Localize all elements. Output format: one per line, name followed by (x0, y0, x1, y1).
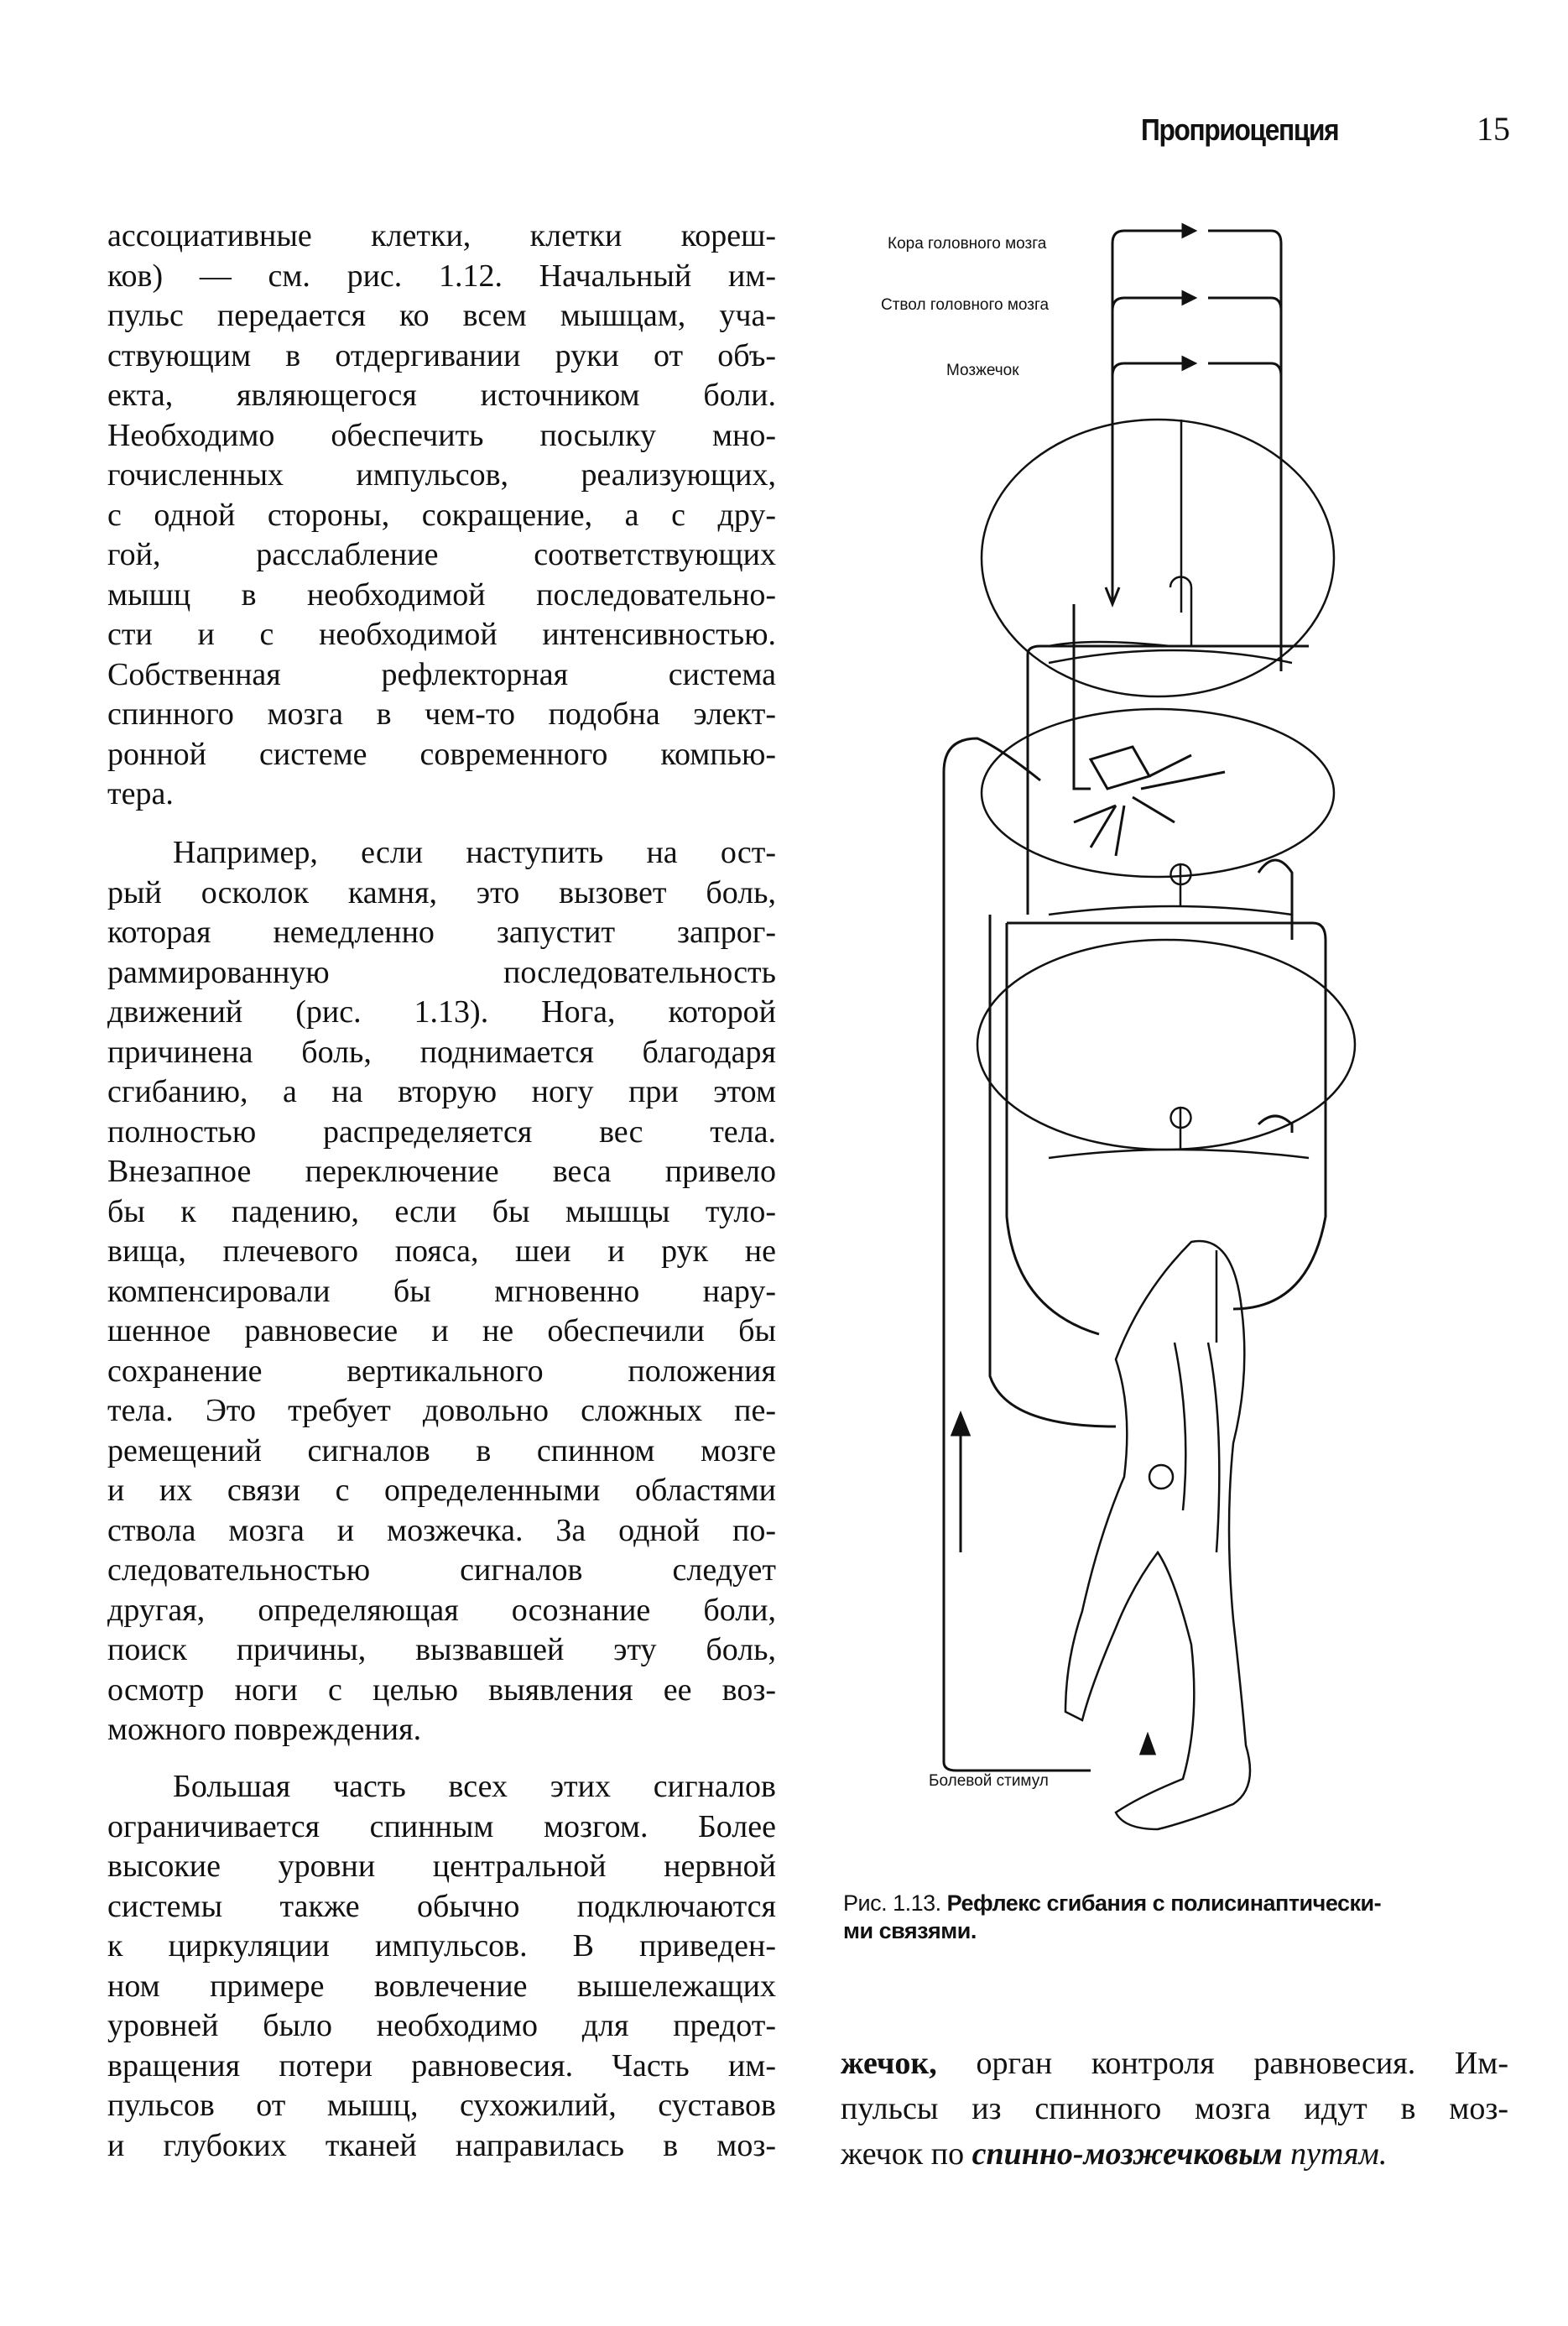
spinal-cord-sections (977, 420, 1355, 1158)
text-line: гочисленных импульсов, реализующих, (107, 457, 776, 493)
text-line: ном примере вовлечение вышележащих (107, 1968, 776, 2004)
text-line: движений (рис. 1.13). Нога, которой (107, 994, 776, 1030)
text-line: Необходимо обеспечить посылку мно- (107, 417, 776, 453)
text-line: полностью распределяется вес тела. (107, 1113, 776, 1150)
text-line: пульсов от мышц, сухожилий, суставов (107, 2088, 776, 2123)
text-line: с одной стороны, сокращение, а с дру- (107, 497, 776, 533)
text-run: орган контроля равновесия. Им- (936, 2046, 1508, 2081)
text-line: сти и с необходимой интенсивностью. (107, 617, 776, 652)
text-line: поиск причины, вызвавшей эту боль, (107, 1632, 776, 1667)
text-line: шенное равновесие и не обеспечили бы (107, 1313, 776, 1348)
text-line: высокие уровни центральной нервной (107, 1849, 776, 1884)
text-line: которая немедленно запустит запрог- (107, 915, 776, 950)
text-line: ремещений сигналов в спинном мозге (107, 1432, 776, 1468)
text-line: рый осколок камня, это вызовет боль, (107, 874, 776, 910)
text-line: ассоциативные клетки, клетки кореш- (107, 218, 776, 253)
text-line: системы также обычно подключаются (107, 1888, 776, 1924)
text-line: тела. Это требует довольно сложных пе- (107, 1393, 776, 1428)
caption-line-1: Рефлекс сгибания с полисинаптически- (946, 1891, 1382, 1916)
text-line: Собственная рефлекторная система (107, 656, 776, 692)
text-line: компенсировали бы мгновенно нару- (107, 1273, 776, 1309)
term-spinocerebellar: спинно-мозжечковым (972, 2136, 1283, 2172)
text-line: ограничивается спинным мозгом. Более (107, 1808, 776, 1844)
text-line: пульс передается ко всем мышцам, уча- (107, 298, 776, 333)
text-line: мышц в необходимой последовательно- (107, 576, 776, 613)
text-line: раммированную последовательность (107, 954, 776, 990)
running-header-title: Проприоцепция (1141, 112, 1339, 147)
text-line: ствола мозга и мозжечка. За одной по- (107, 1512, 776, 1548)
label-brainstem: Ствол головного мозга (881, 296, 1050, 314)
text-run: жечок по (841, 2136, 972, 2172)
label-pain-stimulus: Болевой стимул (929, 1772, 1049, 1790)
text-line: и их связи с определенными областями (107, 1473, 776, 1508)
human-figure (1065, 1241, 1250, 1829)
text-line: и глубоких тканей направилась в моз- (107, 2127, 776, 2163)
text-line: Внезапное переключение веса привело (107, 1154, 776, 1189)
text-run: путям. (1282, 2136, 1388, 2172)
text-line: к циркуляции импульсов. В приведен- (107, 1928, 776, 1964)
figure-caption (843, 1890, 1381, 1945)
text-line: вища, плечевого пояса, шеи и рук не (107, 1233, 776, 1269)
text-line: гой, расслабление соответствующих (107, 537, 776, 572)
text-line: бы к падению, если бы мышцы туло- (107, 1193, 776, 1229)
text-line: следовательностью сигналов следует (107, 1552, 776, 1588)
caption-line-2: ми связями. (843, 1918, 977, 1943)
descending-pathways (1112, 225, 1281, 671)
text-line: можного повреждения. (107, 1712, 422, 1747)
text-line: сохранение вертикального положения (107, 1353, 776, 1389)
text-line: уровней было необходимо для предот- (107, 2008, 776, 2043)
text-line: ронной системе современного компью- (107, 736, 776, 772)
text-line: осмотр ноги с целью выявления ее воз- (107, 1671, 776, 1708)
caption-prefix: Рис. 1.13. (843, 1891, 941, 1916)
text-line: спинного мозга в чем-то подобна элект- (107, 696, 776, 732)
label-cortex: Кора головного мозга (888, 235, 1047, 253)
text-line: Например, если наступить на ост- (173, 835, 776, 870)
text-line: пульсы из спинного мозга идут в моз- (841, 2091, 1508, 2126)
text-line: сгибанию, а на вторую ногу при этом (107, 1074, 776, 1109)
page-number: 15 (1477, 110, 1510, 148)
text-line: тера. (107, 776, 174, 811)
text-line: вращения потери равновесия. Часть им- (107, 2047, 776, 2083)
text-line: екта, являющегося источником боли. (107, 378, 776, 413)
text-line: ков) — см. рис. 1.12. Начальный им- (107, 258, 776, 294)
reflex-pathways (944, 587, 1326, 1771)
term-cerebellum: жечок, (841, 2046, 937, 2081)
text-line: Большая часть всех этих сигналов (173, 1769, 776, 1804)
text-line: другая, определяющая осознание боли, (107, 1592, 776, 1628)
text-line: причинена боль, поднимается благодаря (107, 1034, 776, 1070)
label-cerebellum: Мозжечок (946, 362, 1019, 379)
text-line: ствующим в отдергивании руки от объ- (107, 337, 776, 373)
right-column-text (841, 2041, 1508, 2177)
